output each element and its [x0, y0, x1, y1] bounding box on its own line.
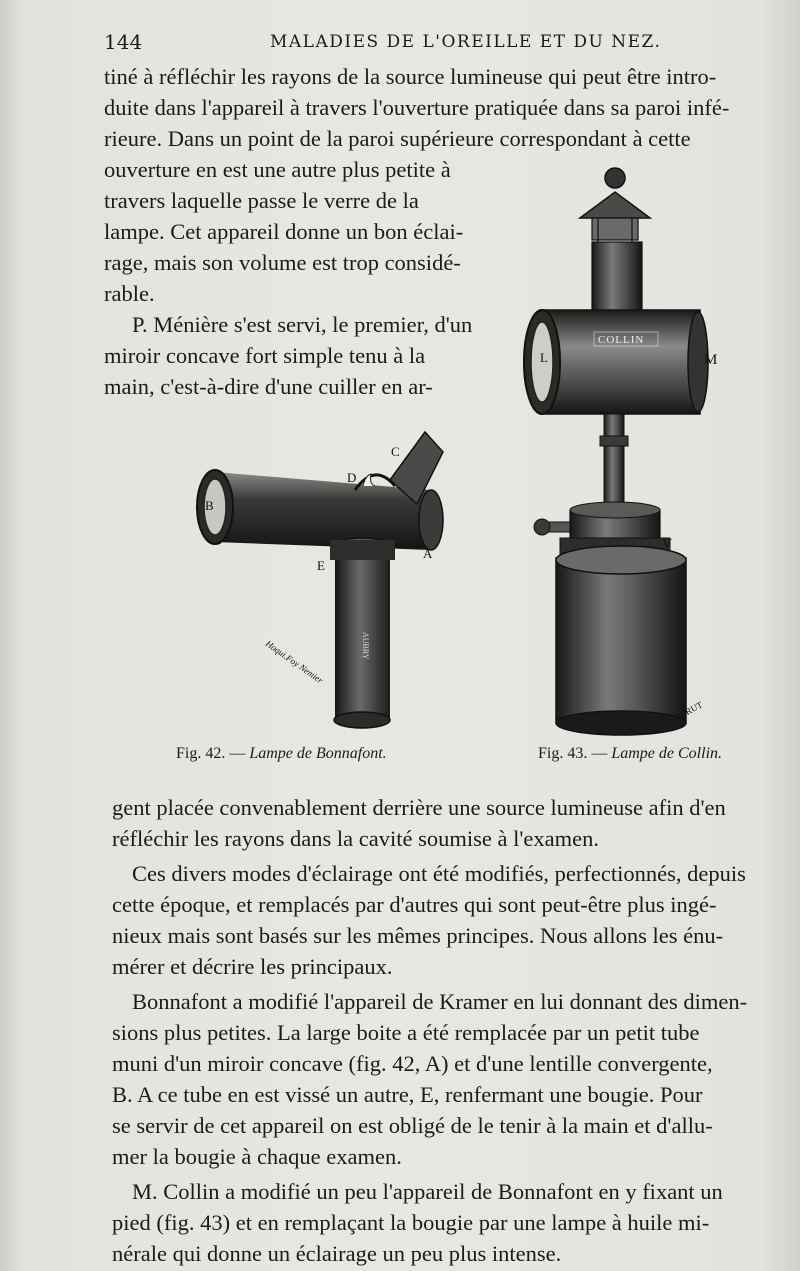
text-line: rieure. Dans un point de la paroi supérieure correspondant à cette [104, 126, 691, 151]
caption-separator: — [591, 745, 608, 762]
text-line: mérer et décrire les principaux. [112, 954, 393, 979]
caption-number: Fig. 43. [538, 745, 588, 762]
caption-separator: — [229, 745, 246, 762]
text-line: lampe. Cet appareil donne un bon éclai- [104, 219, 464, 244]
text-line: main, c'est-à-dire d'une cuiller en ar- [104, 374, 433, 399]
text-line: pied (fig. 43) et en remplaçant la bougie par une lampe à huile mi- [112, 1210, 710, 1235]
text-line: nieux mais sont basés sur les mêmes principes. Nous allons les énu- [112, 923, 724, 948]
text-line: gent placée convenablement derrière une source lumineuse afin d'en [112, 795, 726, 820]
text-line: Ces divers modes d'éclairage ont été modifiés, perfectionnés, depuis [132, 861, 746, 886]
fig42-engraver-signature: Hoqui.Foy Nemier [263, 638, 325, 686]
caption-title: Lampe de Collin. [611, 745, 723, 762]
fig42-maker-mark: AUBRY [361, 632, 370, 660]
collin-lamp-figure [520, 160, 740, 740]
fig42-label-e: E [317, 558, 325, 573]
running-title: MALADIES DE L'OREILLE ET DU NEZ. [270, 32, 662, 52]
figure-43-caption [538, 745, 722, 763]
caption-number: Fig. 42. [176, 745, 226, 762]
fig42-label-c: C [391, 444, 400, 459]
fig43-maker-mark: COLLIN [598, 334, 645, 346]
text-line: nérale qui donne un éclairage un peu plus intense. [112, 1241, 562, 1266]
text-line: rage, mais son volume est trop considé- [104, 250, 461, 275]
fig43-engraver-signature: PERUT [674, 699, 705, 722]
text-line: duite dans l'appareil à travers l'ouverture pratiquée dans sa paroi infé- [104, 95, 730, 120]
text-line: rable. [104, 281, 155, 306]
text-line: sions plus petites. La large boite a été remplacée par un petit tube [112, 1020, 700, 1045]
page-number: 144 [104, 30, 143, 54]
text-line: miroir concave fort simple tenu à la [104, 343, 426, 368]
text-line: travers laquelle passe le verre de la [104, 188, 419, 213]
fig42-label-b: B [205, 498, 214, 513]
text-line: mer la bougie à chaque examen. [112, 1144, 402, 1169]
figure-42-caption [176, 745, 387, 763]
text-line: réfléchir les rayons dans la cavité soumise à l'examen. [112, 826, 599, 851]
fig42-label-d: D [347, 470, 357, 485]
fig43-label-l: L [540, 350, 548, 365]
text-line: M. Collin a modifié un peu l'appareil de Bonnafont en y fixant un [132, 1179, 723, 1204]
text-line: se servir de cet appareil on est obligé de le tenir à la main et d'allu- [112, 1113, 713, 1138]
fig43-label-m: M [704, 352, 718, 368]
text-line: tiné à réfléchir les rayons de la source lumineuse qui peut être intro- [104, 64, 717, 89]
caption-title: Lampe de Bonnafont. [249, 745, 387, 762]
text-line: B. A ce tube en est vissé un autre, E, renfermant une bougie. Pour [112, 1082, 703, 1107]
text-line: ouverture en est une autre plus petite à [104, 157, 451, 182]
fig42-label-a: A [423, 546, 433, 561]
text-line: P. Ménière s'est servi, le premier, d'un [132, 312, 473, 337]
bonnafont-lamp-figure [185, 420, 455, 740]
page-header [0, 28, 800, 58]
text-line: muni d'un miroir concave (fig. 42, A) et d'une lentille convergente, [112, 1051, 713, 1076]
text-line: Bonnafont a modifié l'appareil de Kramer en lui donnant des dimen- [132, 989, 748, 1014]
text-line: cette époque, et remplacés par d'autres qui sont peut-être plus ingé- [112, 892, 717, 917]
fig43-label-v: V [662, 537, 673, 552]
